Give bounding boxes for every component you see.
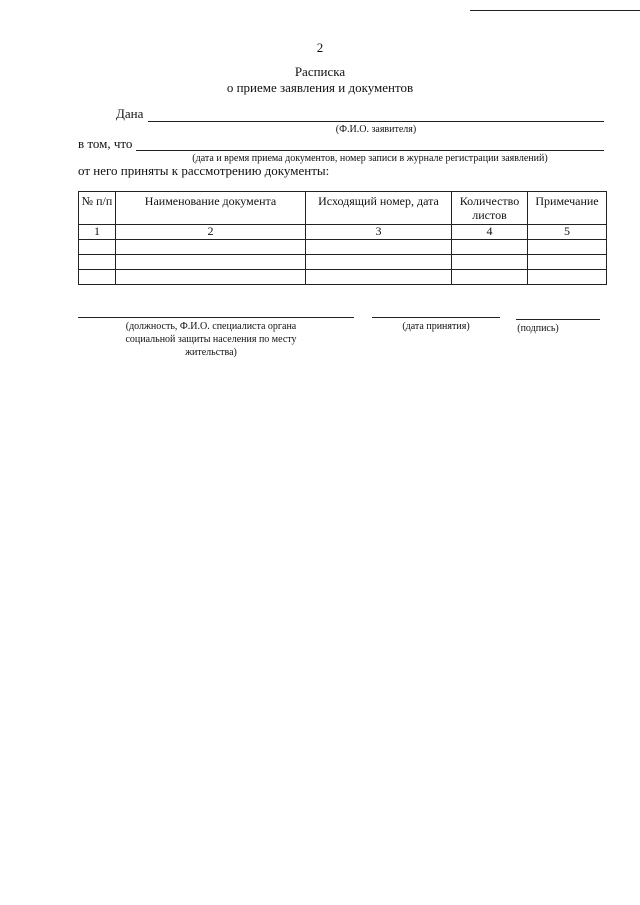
official-hint: (должность, Ф.И.О. специалиста органа социальной защиты населения по месту жительства)	[125, 321, 297, 358]
acceptance-details-line[interactable]	[136, 150, 604, 151]
table-cell[interactable]	[528, 240, 607, 255]
column-number-cell: 2	[116, 225, 306, 240]
date-hint: (дата принятия)	[402, 321, 470, 332]
title-line-1: Расписка	[294, 64, 346, 79]
table-cell[interactable]	[306, 240, 452, 255]
header-outgoing-number-date: Исходящий номер, дата	[306, 192, 452, 225]
official-signature-line[interactable]	[78, 317, 354, 318]
table-row	[79, 255, 607, 270]
table-cell[interactable]	[306, 255, 452, 270]
table-cell[interactable]	[116, 270, 306, 285]
issued-label: Дана	[116, 106, 144, 121]
top-rule	[470, 10, 640, 11]
table-cell[interactable]	[452, 240, 528, 255]
that-label: в том, что	[78, 136, 133, 151]
header-sheet-count: Количество листов	[452, 192, 528, 225]
column-number-cell: 3	[306, 225, 452, 240]
document-title	[0, 64, 640, 96]
table-cell[interactable]	[79, 240, 116, 255]
applicant-name-hint: (Ф.И.О. заявителя)	[335, 124, 417, 135]
documents-table	[78, 191, 607, 285]
column-number-cell: 4	[452, 225, 528, 240]
page-number: 2	[316, 40, 324, 55]
title-line-2: о приеме заявления и документов	[226, 80, 414, 95]
column-number-cell: 1	[79, 225, 116, 240]
table-row	[79, 270, 607, 285]
acceptance-details-hint: (дата и время приема документов, номер записи в журнале регистрации заявлений)	[192, 153, 548, 164]
table-cell[interactable]	[116, 255, 306, 270]
table-cell[interactable]	[116, 240, 306, 255]
signature-hint: (подпись)	[517, 323, 559, 334]
table-cell[interactable]	[306, 270, 452, 285]
header-note: Примечание	[528, 192, 607, 225]
applicant-name-line[interactable]	[148, 121, 604, 122]
column-number-cell: 5	[528, 225, 607, 240]
table-cell[interactable]	[528, 270, 607, 285]
table-header-row	[79, 192, 607, 225]
column-numbers-row	[79, 225, 607, 240]
table-cell[interactable]	[79, 255, 116, 270]
table-cell[interactable]	[528, 255, 607, 270]
signature-line[interactable]	[516, 319, 600, 320]
table-cell[interactable]	[79, 270, 116, 285]
date-line[interactable]	[372, 317, 500, 318]
header-number: № п/п	[79, 192, 116, 225]
table-cell[interactable]	[452, 255, 528, 270]
table-cell[interactable]	[452, 270, 528, 285]
accepted-text: от него приняты к рассмотрению документы:	[78, 163, 330, 178]
table-row	[79, 240, 607, 255]
header-document-name: Наименование документа	[116, 192, 306, 225]
